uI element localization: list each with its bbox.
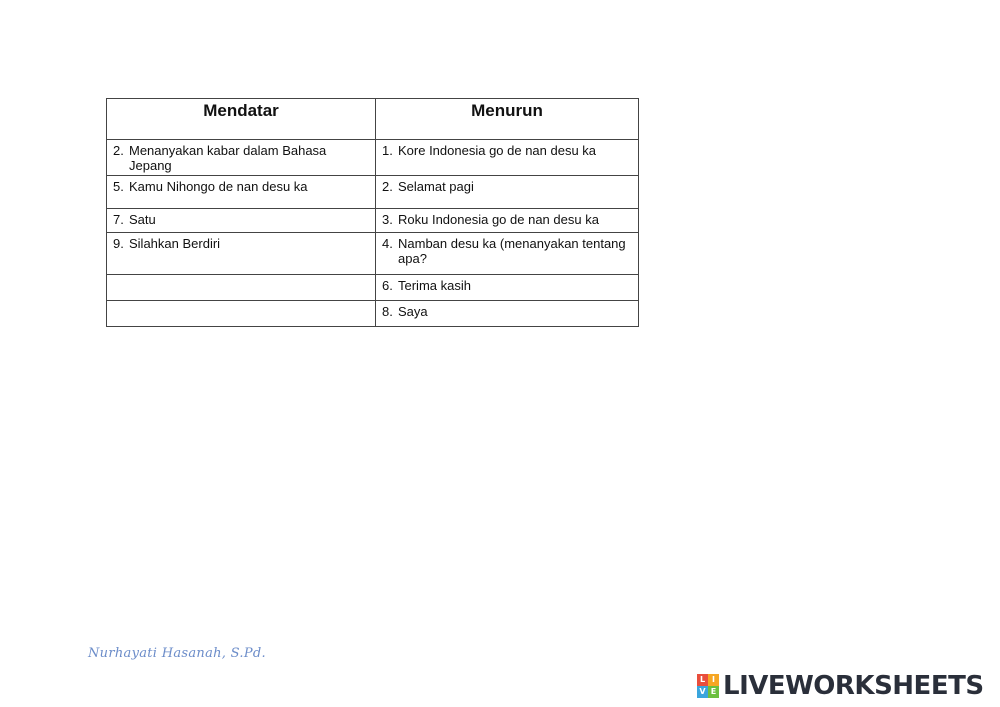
clue-text: Selamat pagi bbox=[398, 179, 474, 194]
logo-letter: V bbox=[697, 686, 708, 698]
table-row bbox=[107, 233, 639, 275]
clue-number: 2. bbox=[113, 143, 124, 158]
logo-letter: L bbox=[697, 674, 708, 686]
clue-text: Menanyakan kabar dalam Bahasa Jepang bbox=[129, 143, 327, 173]
menurun-cell bbox=[376, 301, 639, 327]
menurun-cell bbox=[376, 275, 639, 301]
mendatar-cell bbox=[107, 176, 376, 209]
clue-text: Kamu Nihongo de nan desu ka bbox=[129, 179, 308, 194]
header-mendatar: Mendatar bbox=[107, 99, 376, 140]
clue-number: 8. bbox=[382, 304, 393, 319]
clue-text: Saya bbox=[398, 304, 428, 319]
mendatar-cell bbox=[107, 301, 376, 327]
mendatar-cell bbox=[107, 275, 376, 301]
menurun-cell bbox=[376, 176, 639, 209]
clue-text: Roku Indonesia go de nan desu ka bbox=[398, 212, 599, 227]
header-menurun: Menurun bbox=[376, 99, 639, 140]
table-row bbox=[107, 209, 639, 233]
table-header-row bbox=[107, 99, 639, 140]
clue-number: 6. bbox=[382, 278, 393, 293]
clue-table bbox=[106, 98, 639, 327]
table-row bbox=[107, 301, 639, 327]
table-row bbox=[107, 140, 639, 176]
clue-text: Kore Indonesia go de nan desu ka bbox=[398, 143, 597, 158]
mendatar-cell bbox=[107, 233, 376, 275]
clue-number: 7. bbox=[113, 212, 124, 227]
logo-letter: E bbox=[708, 686, 719, 698]
mendatar-cell bbox=[107, 140, 376, 176]
logo-letter: I bbox=[708, 674, 719, 686]
liveworksheets-logo-text: LIVEWORKSHEETS bbox=[723, 671, 984, 701]
menurun-cell bbox=[376, 209, 639, 233]
menurun-cell bbox=[376, 233, 639, 275]
author-signature: Nurhayati Hasanah, S.Pd. bbox=[88, 646, 266, 661]
clue-number: 1. bbox=[382, 143, 393, 158]
table-row bbox=[107, 176, 639, 209]
clue-number: 2. bbox=[382, 179, 393, 194]
clue-text: Terima kasih bbox=[398, 278, 471, 293]
clue-number: 5. bbox=[113, 179, 124, 194]
liveworksheets-logo-icon bbox=[697, 674, 719, 698]
clue-number: 3. bbox=[382, 212, 393, 227]
clue-number: 9. bbox=[113, 236, 124, 251]
table-row bbox=[107, 275, 639, 301]
menurun-cell bbox=[376, 140, 639, 176]
clue-text: Silahkan Berdiri bbox=[129, 236, 221, 251]
clue-text: Namban desu ka (menanyakan tentang apa? bbox=[398, 236, 626, 266]
liveworksheets-logo[interactable] bbox=[697, 671, 984, 701]
clue-number: 4. bbox=[382, 236, 393, 251]
clue-text: Satu bbox=[129, 212, 156, 227]
mendatar-cell bbox=[107, 209, 376, 233]
